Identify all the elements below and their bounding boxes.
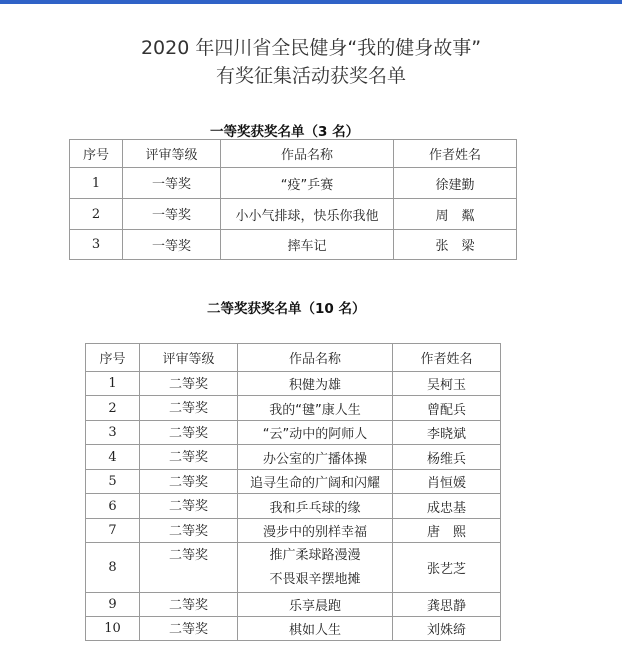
author-name: 成忠基 (393, 494, 501, 519)
table-row (86, 519, 501, 543)
work-title: “云”动中的阿师人 (238, 421, 393, 445)
award-level: 二等奖 (140, 445, 238, 470)
award-level: 二等奖 (140, 593, 238, 617)
author-name: 张 梁 (394, 230, 517, 260)
award-level: 一等奖 (123, 199, 221, 230)
row-number: 1 (86, 372, 140, 396)
row-number: 2 (86, 396, 140, 421)
work-title (238, 543, 393, 593)
row-number: 9 (86, 593, 140, 617)
row-number: 3 (86, 421, 140, 445)
table-row (86, 494, 501, 519)
column-header: 作者姓名 (393, 344, 501, 372)
work-title: 棋如人生 (238, 617, 393, 641)
table-row (86, 421, 501, 445)
award-level: 二等奖 (140, 617, 238, 641)
column-header: 作者姓名 (394, 140, 517, 168)
first-prize-table (69, 139, 517, 260)
column-header: 序号 (70, 140, 123, 168)
work-title: 办公室的广播体操 (238, 445, 393, 470)
award-level: 二等奖 (140, 519, 238, 543)
work-title-line-1: 推广柔球路漫漫 (269, 547, 361, 563)
award-level: 二等奖 (140, 372, 238, 396)
row-number: 10 (86, 617, 140, 641)
author-name: 张艺芝 (393, 543, 501, 593)
author-name: 龚思静 (393, 593, 501, 617)
work-title: “疫”乒赛 (221, 168, 394, 199)
first-prize-heading: 一等奖获奖名单（3 名） (210, 124, 360, 140)
second-prize-heading: 二等奖获奖名单（10 名） (207, 301, 366, 317)
work-title: 我和乒乓球的缘 (238, 494, 393, 519)
row-number: 8 (86, 543, 140, 593)
work-title: 乐享晨跑 (238, 593, 393, 617)
award-level: 二等奖 (140, 421, 238, 445)
table-row (86, 543, 501, 593)
table-row (86, 372, 501, 396)
table-row (86, 617, 501, 641)
row-number: 5 (86, 470, 140, 494)
author-name: 肖恒媛 (393, 470, 501, 494)
award-level: 二等奖 (140, 543, 238, 593)
table-row (86, 470, 501, 494)
row-number: 2 (70, 199, 123, 230)
column-header: 作品名称 (238, 344, 393, 372)
table-header-row (86, 344, 501, 372)
work-title: 追寻生命的广阔和闪耀 (238, 470, 393, 494)
work-title: 小小气排球，快乐你我他 (221, 199, 394, 230)
column-header: 序号 (86, 344, 140, 372)
table-row (86, 396, 501, 421)
row-number: 3 (70, 230, 123, 260)
table-row (70, 199, 517, 230)
author-name: 徐建勤 (394, 168, 517, 199)
row-number: 7 (86, 519, 140, 543)
work-title: 我的“毽”康人生 (238, 396, 393, 421)
author-name: 李晓斌 (393, 421, 501, 445)
table-row (70, 230, 517, 260)
author-name: 吴柯玉 (393, 372, 501, 396)
table-header-row (70, 140, 517, 168)
column-header: 评审等级 (123, 140, 221, 168)
row-number: 1 (70, 168, 123, 199)
author-name: 曾配兵 (393, 396, 501, 421)
award-level: 二等奖 (140, 396, 238, 421)
second-prize-table (85, 343, 501, 641)
award-level: 二等奖 (140, 470, 238, 494)
author-name: 唐 熙 (393, 519, 501, 543)
work-title: 漫步中的别样幸福 (238, 519, 393, 543)
award-level: 一等奖 (123, 230, 221, 260)
table-row (86, 445, 501, 470)
award-level: 二等奖 (140, 494, 238, 519)
page-title (0, 34, 622, 90)
title-line-1: 2020 年四川省全民健身“我的健身故事” (140, 37, 482, 59)
work-title: 摔车记 (221, 230, 394, 260)
row-number: 4 (86, 445, 140, 470)
row-number: 6 (86, 494, 140, 519)
column-header: 评审等级 (140, 344, 238, 372)
author-name: 周 粼 (394, 199, 517, 230)
table-row (70, 168, 517, 199)
work-title: 积健为雄 (238, 372, 393, 396)
title-line-2: 有奖征集活动获奖名单 (215, 65, 406, 87)
work-title-line-2: 不畏艰辛摆地摊 (269, 571, 361, 587)
author-name: 刘姝绮 (393, 617, 501, 641)
author-name: 杨维兵 (393, 445, 501, 470)
top-color-strip (0, 0, 622, 4)
award-level: 一等奖 (123, 168, 221, 199)
table-row (86, 593, 501, 617)
column-header: 作品名称 (221, 140, 394, 168)
